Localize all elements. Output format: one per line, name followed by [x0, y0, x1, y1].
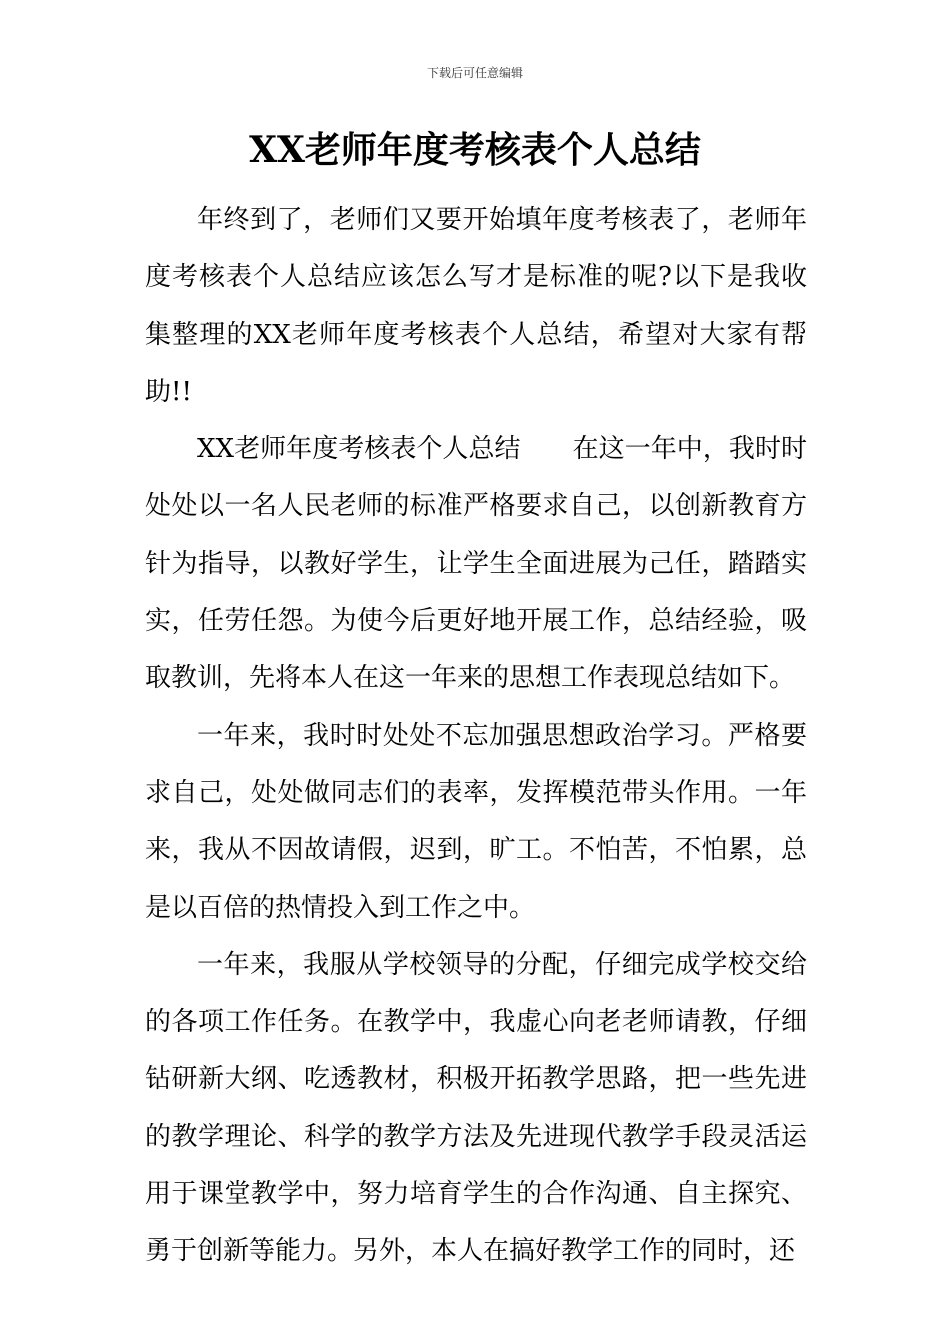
header-note: 下载后可任意编辑	[426, 66, 523, 80]
document-body	[145, 192, 807, 1281]
paragraph-political-study: 一年来，我时时处处不忘加强思想政治学习。严格要求自己，处处做同志们的表率，发挥模范带头作用。一年来，我从不因故请假，迟到，旷工。不怕苦，不怕累，总是以百倍的热情投入到工作之中。	[145, 720, 807, 923]
paragraph-intro: 年终到了，老师们又要开始填年度考核表了，老师年度考核表个人总结应该怎么写才是标准的呢?以下是我收集整理的XX老师年度考核表个人总结，希望对大家有帮助!!	[145, 205, 807, 407]
paragraph-summary-opening: XX老师年度考核表个人总结 在这一年中，我时时处处以一名人民老师的标准严格要求自己，以创新教育方针为指导，以教好学生，让学生全面进展为己任，踏踏实实，任劳任怨。为使今后更好地开展工作，总结经验，吸取教训，先将本人在这一年来的思想工作表现总结如下。	[145, 434, 807, 694]
document-title: XX老师年度考核表个人总结	[249, 129, 701, 171]
paragraph-teaching-work: 一年来，我服从学校领导的分配，仔细完成学校交给的各项工作任务。在教学中，我虚心向老老师请教，仔细钻研新大纲、吃透教材，积极开拓教学思路，把一些先进的教学理论、科学的教学方法及先进现代教学手段灵活运用于课堂教学中，努力培育学生的合作沟通、自主探究、勇于创新等能力。另外，本人在搞好教学工作的同时，还	[145, 949, 807, 1267]
